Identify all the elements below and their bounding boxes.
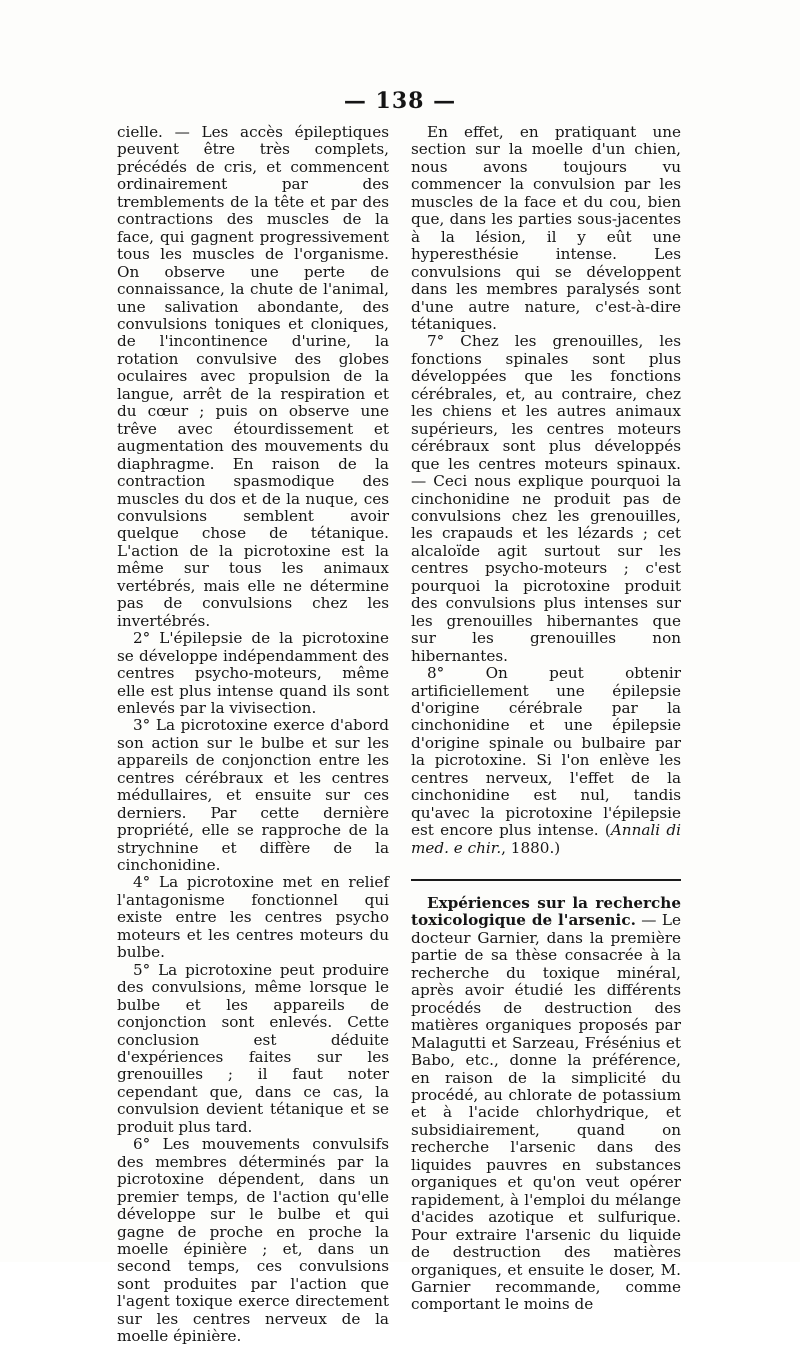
paragraph-text: 8° On peut obtenir artificiellement une épilepsie d'origine cérébrale par la cinchonidine et une épilepsie d'origine spinale ou bulbaire par la picrotoxine. Si l'on enlève les centres nerveux, l'effet de la cinchonidine est nul, tandis qu'avec la picrotoxine l'épilepsie est encore plus intense. ( <box>411 664 681 840</box>
right-column <box>411 124 681 1314</box>
paragraph: 4° La picrotoxine met en relief l'antagonisme fonctionnel qui existe entre les centres psycho moteurs et les centres moteurs du bulbe. <box>117 873 389 962</box>
journal-citation: Annali di med. e chir. <box>411 821 681 857</box>
paragraph: cielle. — Les accès épileptiques peuvent être très complets, précédés de cris, et commencent ordinairement par des tremblements de la tête et par des contractions des muscles de la face, qui gagnent progressivement tous les muscles de l'organisme. On observe une perte de connaissance, la chute de l'animal, une salivation abondante, des convulsions toniques et cloniques, de l'incontinence d'urine, la rotation convulsive des globes oculaires avec propulsion de la langue, arrêt de la respiration et du cœur ; puis on observe une trêve avec étourdissement et augmentation des mouvements du diaphragme. En raison de la contraction spasmodique des muscles du dos et de la nuque, ces convulsions semblent avoir quelque chose de tétanique. L'action de la picrotoxine est la même sur tous les animaux vertébrés, mais elle ne détermine pas de convulsions chez les invertébrés. <box>117 123 389 630</box>
paragraph-citation <box>411 665 681 857</box>
article-paragraph <box>411 895 681 1314</box>
left-column <box>117 124 389 1346</box>
paragraph: 3° La picrotoxine exerce d'abord son action sur le bulbe et sur les appareils de conjonction entre les centres cérébraux et les centres médullaires, et ensuite sur ces derniers. Par cette dernière propriété, elle se rapproche de la strychnine et diffère de la cinchonidine. <box>117 716 389 875</box>
page-number: — 138 — <box>343 88 457 114</box>
paragraph: 2° L'épilepsie de la picrotoxine se développe indépendamment des centres psycho-moteurs, même elle est plus intense quand ils sont enlevés par la vivisection. <box>117 629 389 717</box>
section-divider <box>411 879 681 881</box>
paragraph: 5° La picrotoxine peut produire des convulsions, même lorsque le bulbe et les appareils de conjonction sont enlevés. Cette conclusion est déduite d'expériences faites sur les grenouilles ; il faut noter cependant que, dans ce cas, la convulsion devient tétanique et se produit plus tard. <box>117 960 389 1136</box>
citation-year: , 1880.) <box>501 838 561 857</box>
paragraph: En effet, en pratiquant une section sur la moelle d'un chien, nous avons toujours vu commencer la convulsion par les muscles de la face et du cou, bien que, dans les parties sous-jacentes à la lésion, il y eût une hyperesthésie intense. Les convulsions qui se développent dans les membres paralysés sont d'une autre nature, c'est-à-dire tétaniques. <box>411 123 681 333</box>
paragraph: 6° Les mouvements convulsifs des membres déterminés par la picrotoxine dépendent, dans un premier temps, de l'action qu'elle développe sur le bulbe et qui gagne de proche en proche la moelle épinière ; et, dans un second temps, ces convulsions sont produites par l'action que l'agent toxique exerce directement sur les centres nerveux de la moelle épinière. <box>117 1135 389 1346</box>
article-body: — Le docteur Garnier, dans la première partie de sa thèse consacrée à la recherche du toxique minéral, après avoir étudié les différents procédés de destruction des matières organiques proposés par Malagutti et Sarzeau, Frésénius et Babo, etc., donne la préférence, en raison de la simplicité du procédé, au chlorate de potassium et à l'acide chlorhydrique, et subsidiairement, quand on recherche l'arsenic dans des liquides pauvres en substances organiques et qu'on veut opérer rapidement, à l'emploi du mélange d'acides azotique et sulfurique. Pour extraire l'arsenic du liquide de destruction des matières organiques, et ensuite le doser, M. Garnier recommande, comme comportant le moins de <box>411 911 681 1314</box>
article-title: Expériences sur la recherche toxicologique de l'arsenic. <box>411 894 681 930</box>
paragraph: 7° Chez les grenouilles, les fonctions spinales sont plus développées que les fonctions cérébrales, et, au contraire, chez les chiens et les autres animaux supérieurs, les centres moteurs cérébraux sont plus développés que les centres moteurs spinaux. — Ceci nous explique pourquoi la cinchonidine ne produit pas de convulsions chez les grenouilles, les crapauds et les lézards ; cet alcaloïde agit surtout sur les centres psycho-moteurs ; c'est pourquoi la picrotoxine produit des convulsions plus intenses sur les grenouilles hibernantes que sur les grenouilles non hibernantes. <box>411 332 681 665</box>
